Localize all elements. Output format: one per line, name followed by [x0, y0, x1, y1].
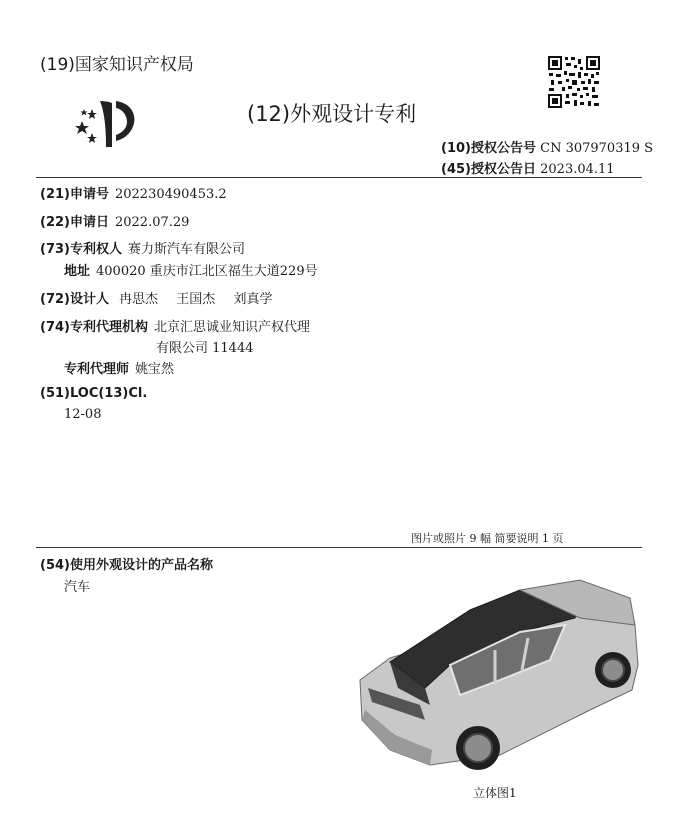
product-name: [40, 554, 219, 573]
grant-number-value: CN 307970319 S: [540, 141, 654, 156]
grant-date: [441, 158, 615, 177]
patent-holder-value: 赛力斯汽车有限公司: [127, 242, 245, 257]
patent-agent: [64, 358, 180, 377]
agency-label: (74)专利代理机构: [40, 320, 148, 335]
designers: [40, 288, 278, 307]
address-value: 400020 重庆市江北区福生大道229号: [96, 264, 318, 279]
agent-label: 专利代理师: [64, 362, 130, 377]
agent-value: 姚宝然: [135, 362, 175, 377]
grant-date-value: 2023.04.11: [540, 162, 615, 177]
product-name-label: (54)使用外观设计的产品名称: [40, 558, 213, 573]
application-date-value: 2022.07.29: [114, 215, 190, 230]
product-name-value: 汽车: [64, 580, 91, 595]
application-number: [40, 183, 233, 202]
loc-label: (51)LOC(13)Cl.: [40, 386, 148, 401]
document-type: (12)外观设计专利: [247, 102, 417, 126]
grant-date-label: (45)授权公告日: [441, 162, 536, 177]
office-name: (19)国家知识产权局: [40, 55, 194, 75]
patent-agency-line2: [156, 337, 260, 356]
application-date: [40, 211, 195, 230]
application-number-value: 202230490453.2: [114, 187, 227, 202]
image-count: 图片或照片 9 幅 简要说明 1 页: [411, 532, 564, 545]
designer-name: 刘真学: [233, 292, 273, 307]
summary-divider: [36, 547, 642, 548]
figure-caption: 立体图1: [473, 786, 517, 800]
holder-address: [64, 260, 324, 279]
patent-holder: [40, 238, 251, 257]
designer-name: 王国杰: [176, 292, 216, 307]
product-name-value-row: [64, 576, 96, 595]
application-number-label: (21)申请号: [40, 187, 109, 202]
loc-classification: [40, 386, 153, 401]
address-label: 地址: [64, 264, 91, 279]
patent-holder-label: (73)专利权人: [40, 242, 122, 257]
agency-value-line1: 北京汇思诚业知识产权代理: [153, 320, 310, 335]
patent-agency: [40, 316, 316, 335]
car-illustration-icon: [350, 570, 645, 775]
grant-number: [441, 137, 653, 156]
grant-number-label: (10)授权公告号: [441, 141, 536, 156]
designer-label: (72)设计人: [40, 292, 109, 307]
designer-name: 冉思杰: [119, 292, 159, 307]
header-divider: [36, 177, 642, 178]
qr-code-icon: [547, 55, 601, 109]
application-date-label: (22)申请日: [40, 215, 109, 230]
loc-value-row: [64, 407, 107, 422]
cnipa-emblem-icon: [72, 95, 152, 155]
agency-value-line2: 有限公司 11444: [156, 341, 254, 356]
loc-value: 12-08: [64, 407, 102, 422]
